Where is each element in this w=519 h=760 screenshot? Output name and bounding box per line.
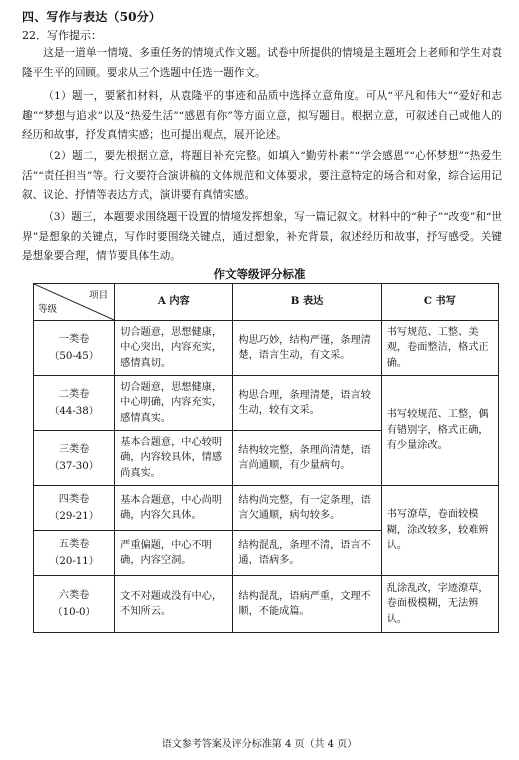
level-cell: [34, 376, 115, 431]
level-cell: [34, 576, 115, 633]
writing-cell: 书写潦草，卷面较模糊，涂改较多，较难辨认。: [381, 486, 498, 576]
expression-cell: 构思巧妙，结构严谨，条理清楚，语言生动，有文采。: [233, 321, 381, 376]
corner-header: [34, 284, 115, 321]
level-name: 一类卷: [58, 334, 90, 345]
level-name: 六类卷: [58, 590, 90, 601]
table-row: [34, 576, 499, 633]
writing-cell: 书写较规范、工整，偶有错别字，格式正确，有少量涂改。: [381, 376, 498, 486]
content-cell: 切合题意，思想健康，中心突出，内容充实，感情真切。: [115, 321, 233, 376]
expression-cell: 结构较完整，条理尚清楚，语言尚通顺，有少量病句。: [233, 431, 381, 486]
level-name: 二类卷: [58, 389, 90, 400]
content-cell: 文不对题或没有中心，不知所云。: [115, 576, 233, 633]
content-cell: 严重偏题，中心不明确，内容空洞。: [115, 531, 233, 576]
level-score: （44-38）: [49, 406, 99, 417]
level-score: （10-0）: [52, 607, 96, 618]
table-row: [34, 376, 499, 431]
page-footer: 语文参考答案及评分标准第 4 页（共 4 页）: [161, 739, 358, 750]
level-name: 三类卷: [58, 444, 90, 455]
table-row: [34, 321, 499, 376]
level-cell: [34, 321, 115, 376]
grading-table: [33, 283, 499, 633]
header-content: A 内容: [115, 284, 233, 321]
writing-cell: 书写规范、工整、美观，卷面整洁，格式正确。: [381, 321, 498, 376]
level-name: 五类卷: [58, 539, 90, 550]
writing-cell: 乱涂乱改，字迹潦草，卷面极模糊，无法辨认。: [381, 576, 498, 633]
level-cell: [34, 531, 115, 576]
level-score: （37-30）: [49, 461, 99, 472]
level-score: （29-21）: [49, 511, 99, 522]
table-header-row: [34, 284, 499, 321]
question-title: 22．写作提示：: [22, 29, 102, 42]
corner-level-label: 等级: [38, 303, 58, 315]
paragraph-topic-1: （1）题一，要紧扣材料，从袁隆平的事迹和品质中选择立意角度。可从“平凡和伟大”“爱好和志趣”“梦想与追求”以及“热爱生活”“感恩有你”等方面立意，拟写题目。根据立意，可叙述自己或他人的经历和故事，抒发真情实感；也可提出观点，展开论述。: [22, 90, 502, 141]
level-cell: [34, 486, 115, 531]
paragraph-topic-3: （3）题三，本题要求围绕题干设置的情境发挥想象，写一篇记叙文。材料中的“种子”“改变”和“世界”是想象的关键点，写作时要围绕关键点，通过想象，补充背景，叙述经历和故事，抒写感受。关键是想象要合理，情节要具体生动。: [22, 211, 502, 262]
expression-cell: 结构混乱，条理不清，语言不通，语病多。: [233, 531, 381, 576]
level-name: 四类卷: [58, 494, 90, 505]
corner-item-label: 项目: [89, 290, 109, 301]
level-score: （50-45）: [49, 351, 99, 362]
content-cell: 切合题意，思想健康，中心明确，内容充实，感情真实。: [115, 376, 233, 431]
expression-cell: 结构尚完整，有一定条理，语言欠通顺，病句较多。: [233, 486, 381, 531]
level-cell: [34, 431, 115, 486]
table-caption: 作文等级评分标准: [213, 267, 306, 281]
paragraph-intro: 这是一道单一情境、多重任务的情境式作文题。试卷中所提供的情境是主题班会上老师和学生对袁隆平生平的回顾。要求从三个选题中任选一题作文。: [22, 47, 502, 79]
content-cell: 基本合题意，中心较明确，内容较具体，情感尚真实。: [115, 431, 233, 486]
expression-cell: 构思合理，条理清楚，语言较生动，较有文采。: [233, 376, 381, 431]
table-row: [34, 486, 499, 531]
header-expression: B 表达: [233, 284, 381, 321]
paragraph-topic-2: （2）题二，要先根据立意，将题目补充完整。如填入“勤劳朴素”“学会感恩”“心怀梦想”“热爱生活”“责任担当”等。行文要符合演讲稿的文体规范和文体要求，要注意特定的场合和对象，综合运用记叙、议论、抒情等表达方式，演讲要有真情实感。: [22, 150, 502, 201]
expression-cell: 结构混乱，语病严重，文理不顺，不能成篇。: [233, 576, 381, 633]
section-title: 四、写作与表达（50分）: [22, 10, 162, 24]
level-score: （20-11）: [49, 556, 99, 567]
header-writing: C 书写: [381, 284, 498, 321]
content-cell: 基本合题意，中心尚明确，内容欠具体。: [115, 486, 233, 531]
